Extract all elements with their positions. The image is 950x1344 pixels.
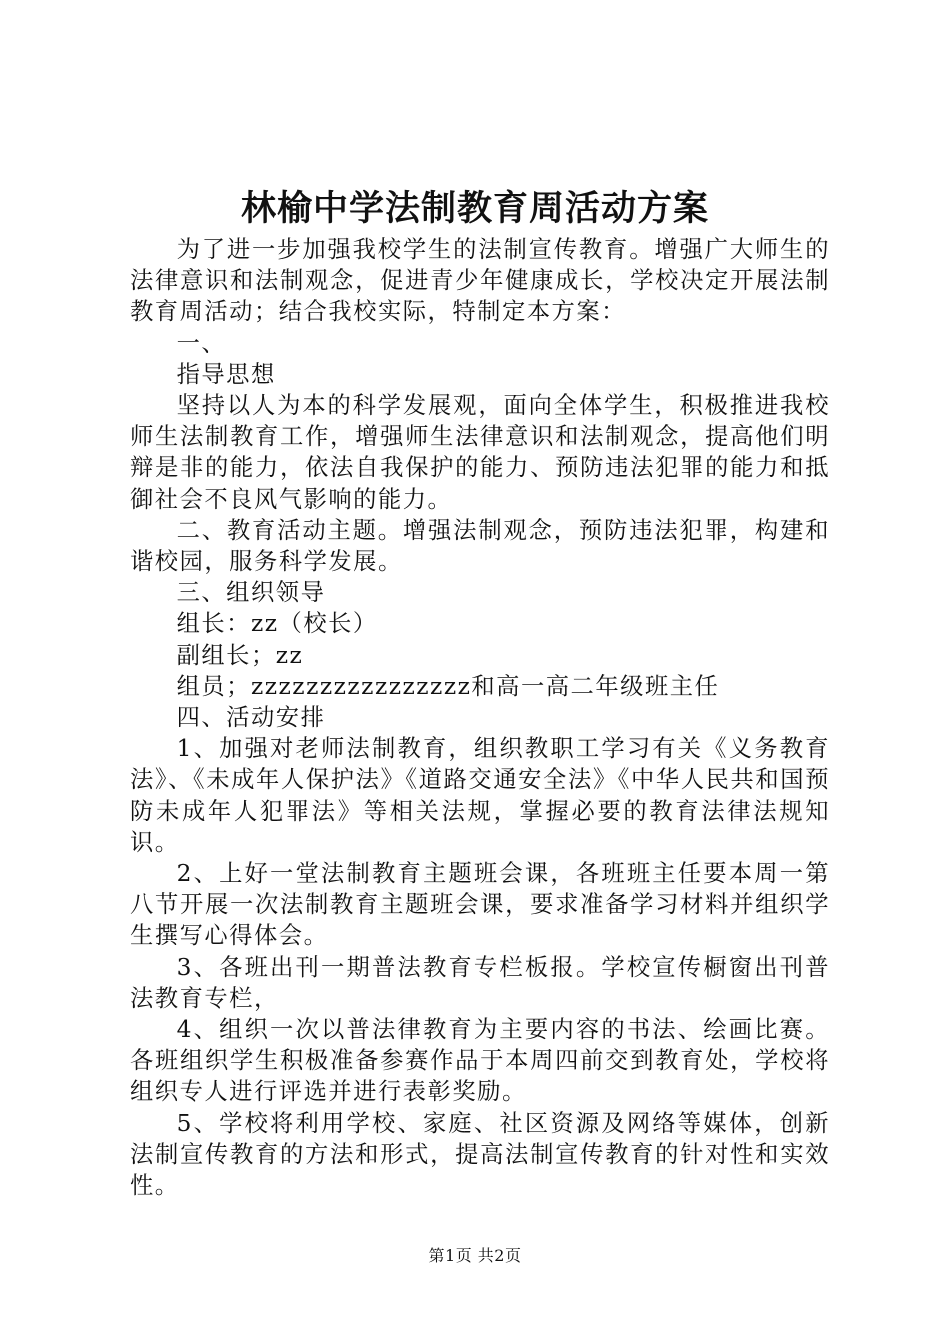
activity-item-3: 3、各班出刊一期普法教育专栏板报。学校宣传橱窗出刊普法教育专栏， [130,953,830,1012]
org-leader: 组长：zz（校长） [176,610,378,638]
document-title: 林榆中学法制教育周活动方案 [240,188,709,229]
org-members: 组员；zzzzzzzzzzzzzzzz和高一高二年级班主任 [176,672,720,700]
activity-item-4: 4、组织一次以普法律教育为主要内容的书法、绘画比赛。各班组织学生积极准备参赛作品于本周四前交到教育处，学校将组织专人进行评选并进行表彰奖励。 [130,1016,830,1106]
section-heading-guiding-thought: 指导思想 [176,360,276,388]
org-deputy-leader: 副组长；zz [176,641,304,669]
document-body [130,234,830,1201]
activity-item-2: 2、上好一堂法制教育主题班会课，各班班主任要本周一第八节开展一次法制教育主题班会课，要求准备学习材料并组织学生撰写心得体会。 [130,860,830,950]
page-footer: 第1页 共2页 [428,1246,522,1265]
paragraph-guiding-thought: 坚持以人为本的科学发展观，面向全体学生，积极推进我校师生法制教育工作，增强师生法律意识和法制观念，提高他们明辩是非的能力，依法自我保护的能力、预防违法犯罪的能力和抵御社会不良风气影响的能力。 [130,392,830,513]
section-number-1: 一、 [176,329,227,357]
paragraph-intro: 为了进一步加强我校学生的法制宣传教育。增强广大师生的法律意识和法制观念，促进青少年健康成长，学校决定开展法制教育周活动；结合我校实际，特制定本方案： [130,236,830,326]
section-heading-organization: 三、组织领导 [176,579,326,607]
paragraph-activity-theme: 二、教育活动主题。增强法制观念，预防违法犯罪，构建和谐校园，服务科学发展。 [130,516,830,576]
activity-item-1: 1、加强对老师法制教育，组织教职工学习有关《义务教育法》、《未成年人保护法》《道路交通安全法》《中华人民共和国预防未成年人犯罪法》等相关法规，掌握必要的教育法律法规知识。 [130,735,830,856]
activity-item-5: 5、学校将利用学校、家庭、社区资源及网络等媒体，创新法制宣传教育的方法和形式，提高法制宣传教育的针对性和实效性。 [130,1109,830,1200]
section-heading-activities: 四、活动安排 [176,704,326,732]
